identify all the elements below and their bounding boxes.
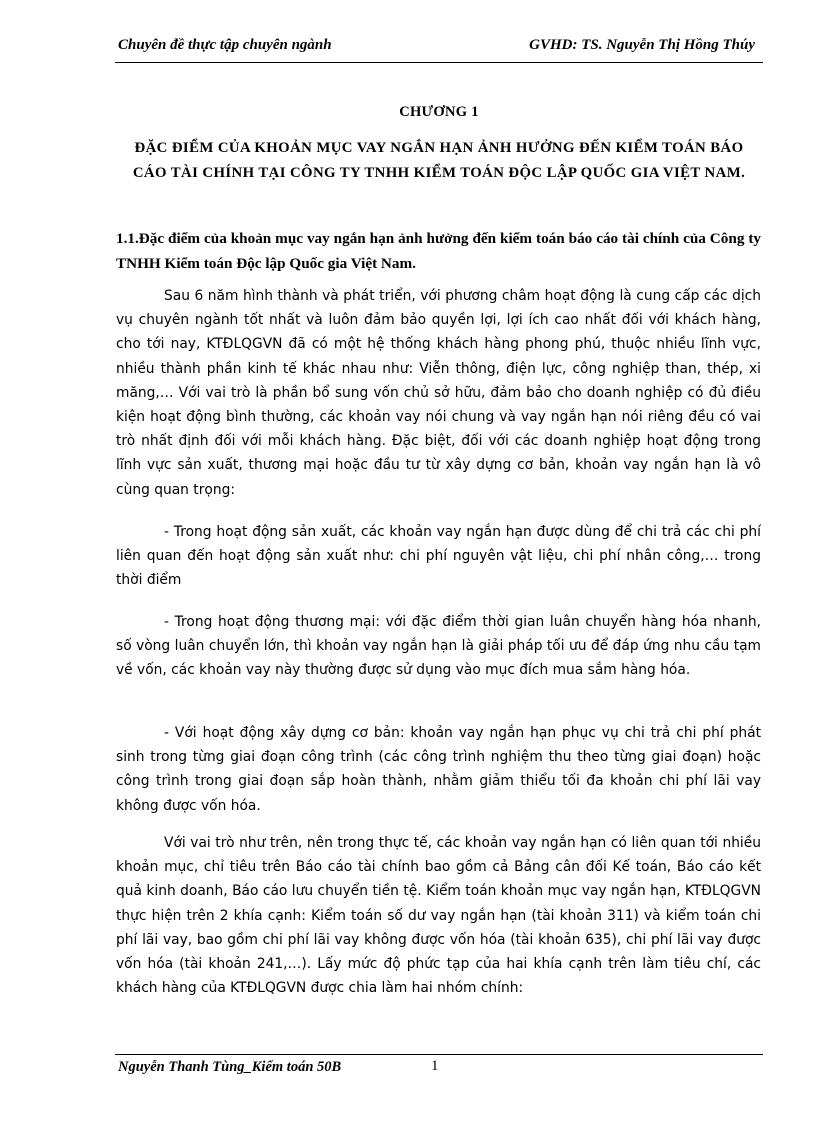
header-left-text: Chuyên đề thực tập chuyên ngành: [118, 37, 332, 53]
paragraph-text: - Trong hoạt động sản xuất, các khoản vay ngắn hạn được dùng để chi trả các chi phí liên quan đến hoạt động sản xuất như: chi phí nguyên vật liệu, chi phí nhân công,… trong thời điểm: [116, 524, 761, 589]
page-header: [115, 34, 763, 60]
bullet-paragraph: [116, 721, 761, 818]
bullet-paragraph: [116, 610, 761, 683]
header-right-text: GVHD: TS. Nguyễn Thị Hồng Thúy: [529, 37, 755, 53]
paragraph-text: - Với hoạt động xây dựng cơ bản: khoản vay ngắn hạn phục vụ chi trả chi phí phát sinh trong từng giai đoạn công trình (các công trình nghiệm thu theo từng giai đoạn) hoặc công trình trong giai đoạn sắp hoàn thành, nhằm giảm thiểu tối đa khoản chi phí lãi vay không được vốn hóa.: [116, 725, 761, 814]
page-footer: [115, 1057, 763, 1081]
bullet-paragraph: [116, 520, 761, 593]
section-heading: 1.1.Đặc điểm của khoản mục vay ngắn hạn ảnh hưởng đến kiểm toán báo cáo tài chính của Công ty TNHH Kiểm toán Độc lập Quốc gia Việt Nam.: [116, 230, 761, 272]
chapter-label: CHƯƠNG 1: [399, 104, 479, 120]
paragraph: [116, 831, 761, 1000]
footer-divider: [115, 1054, 763, 1055]
page-number: 1: [431, 1058, 439, 1074]
paragraph: [116, 284, 761, 502]
paragraph-text: - Trong hoạt động thương mại: với đặc điểm thời gian luân chuyển hàng hóa nhanh, số vòng luân chuyển lớn, thì khoản vay ngắn hạn là giải pháp tối ưu để đáp ứng nhu cầu tạm về vốn, các khoản vay này thường được sử dụng vào mục đích mua sắm hàng hóa.: [116, 614, 761, 679]
paragraph-text: Sau 6 năm hình thành và phát triển, với phương châm hoạt động là cung cấp các dịch vụ chuyên ngành tốt nhất và luôn đảm bảo quyền lợi, lợi ích cao nhất đối với khách hàng, cho tới nay, KTĐLQGVN đã có một hệ thống khách hàng phong phú, thuộc nhiều lĩnh vực, nhiều thành phần kinh tế khác nhau như: Viễn thông, điện lực, công nghiệp than, thép, xi măng,… Với vai trò là phần bổ sung vốn chủ sở hữu, đảm bảo cho doanh nghiệp có đủ điều kiện hoạt động bình thường, các khoản vay nói chung và vay ngắn hạn nói riêng đều có vai trò nhất định đối với mỗi khách hàng. Đặc biệt, đối với các doanh nghiệp hoạt động trong lĩnh vực sản xuất, thương mại hoặc đầu tư từ xây dựng cơ bản, khoản vay ngắn hạn là vô cùng quan trọng:: [116, 288, 761, 498]
footer-author: Nguyễn Thanh Tùng_Kiểm toán 50B: [118, 1059, 342, 1075]
header-divider: [115, 62, 763, 63]
paragraph-text: Với vai trò như trên, nên trong thực tế, các khoản vay ngắn hạn có liên quan tới nhiều khoản mục, chỉ tiêu trên Báo cáo tài chính bao gồm cả Bảng cân đối Kế toán, Báo cáo kết quả kinh doanh, Báo cáo lưu chuyển tiền tệ. Kiểm toán khoản mục vay ngắn hạn, KTĐLQGVN thực hiện trên 2 khía cạnh: Kiểm toán số dư vay ngắn hạn (tài khoản 311) và kiểm toán chi phí lãi vay, bao gồm chi phí lãi vay không được vốn hóa (tài khoản 635), chi phí lãi vay được vốn hóa (tài khoản 241,…). Lấy mức độ phức tạp của hai khía cạnh trên làm tiêu chí, các khách hàng của KTĐLQGVN được chia làm hai nhóm chính:: [116, 835, 761, 997]
chapter-title: ĐẶC ĐIỂM CỦA KHOẢN MỤC VAY NGẮN HẠN ẢNH HƯỞNG ĐẾN KIỂM TOÁN BÁO CÁO TÀI CHÍNH TẠI CÔNG TY TNHH KIỂM TOÁN ĐỘC LẬP QUỐC GIA VIỆT NAM.: [132, 140, 746, 181]
